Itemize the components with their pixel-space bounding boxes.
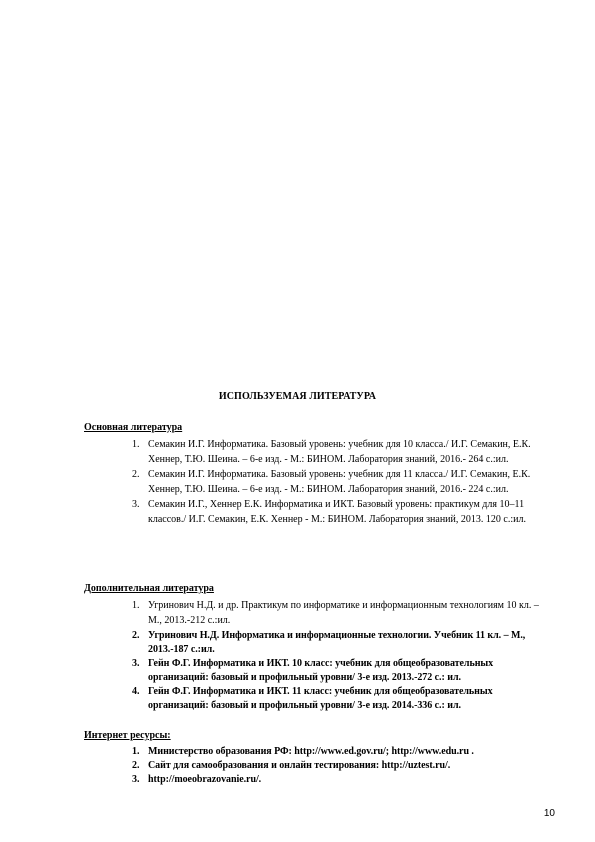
list-item-text: Семакин И.Г. Информатика. Базовый уровень: учебник для 10 класса./ И.Г. Семакин, Е.К. Хеннер, Т.Ю. Шеина. – 6-е изд. - М.: БИНОМ. Лаборатория знаний, 2016.- 264 с.:ил. [148, 439, 531, 465]
list-item-text: Гейн Ф.Г. Информатика и ИКТ. 11 класс: учебник для общеобразовательных организаций: базовый и профильный уровни/ 3-е изд. 2014.-336 с.: ил. [148, 686, 493, 711]
additional-literature-list [84, 598, 554, 628]
list-item: 2. Угринович Н.Д. Информатика и информационные технологии. Учебник 11 кл. – М., 2013.-187 с.:ил. [132, 630, 526, 655]
list-item-text: Семакин И.Г. Информатика. Базовый уровень: учебник для 11 класса./ И.Г. Семакин, Е.К. Хеннер, Т.Ю. Шеина. – 6-е изд. - М.: БИНОМ. Лаборатория знаний, 2016.- 224 с.:ил. [148, 469, 531, 495]
list-item-text: Сайт для самообразования и онлайн тестирования: http://uztest.ru/. [148, 760, 451, 771]
list-item: 2. Сайт для самообразования и онлайн тестирования: http://uztest.ru/. [132, 760, 451, 771]
list-item-text: Угринович Н.Д. Информатика и информационные технологии. Учебник 11 кл. – М., 2013.-187 с.:ил. [148, 630, 526, 655]
section-heading-internet: Интернет ресурсы: [84, 730, 171, 741]
section-heading-additional: Дополнительная литература [84, 583, 214, 594]
list-item: 3. http://moeobrazovanie.ru/. [132, 774, 262, 785]
list-item: 2. Семакин И.Г. Информатика. Базовый уровень: учебник для 11 класса./ И.Г. Семакин, Е.К. Хеннер, Т.Ю. Шеина. – 6-е изд. - М.: БИНОМ. Лаборатория знаний, 2016.- 224 с.:ил. [132, 469, 531, 495]
list-item: 3. Семакин И.Г., Хеннер Е.К. Информатика и ИКТ. Базовый уровень: практикум для 10–11 классов./ И.Г. Семакин, Е.К. Хеннер - М.: БИНОМ. Лаборатория знаний, 2013. 120 с.:ил. [132, 499, 526, 525]
list-item: 3. Гейн Ф.Г. Информатика и ИКТ. 10 класс: учебник для общеобразовательных организаций: базовый и профильный уровни/ 3-е изд. 2013.-272 с.: ил. [132, 658, 494, 683]
list-item: 1. Министерство образования РФ: http://www.ed.gov.ru/; http://www.edu.ru . [132, 746, 474, 757]
additional-literature-list-bold [84, 629, 554, 713]
list-item-text: Гейн Ф.Г. Информатика и ИКТ. 10 класс: учебник для общеобразовательных организаций: базовый и профильный уровни/ 3-е изд. 2013.-272 с.: ил. [148, 658, 494, 683]
list-item-text: Угринович Н.Д. и др. Практикум по информатике и информационным технологиям 10 кл. – М., 2013.-212 с.:ил. [148, 600, 539, 626]
page-title: ИСПОЛЬЗУЕМАЯ ЛИТЕРАТУРА [218, 391, 377, 402]
list-item: 4. Гейн Ф.Г. Информатика и ИКТ. 11 класс: учебник для общеобразовательных организаций: базовый и профильный уровни/ 3-е изд. 2014.-336 с.: ил. [132, 686, 493, 711]
internet-resources-list [84, 745, 554, 787]
main-literature-list [84, 437, 554, 527]
page-number: 10 [543, 808, 555, 819]
list-item: 1. Угринович Н.Д. и др. Практикум по информатике и информационным технологиям 10 кл. – М., 2013.-212 с.:ил. [132, 600, 539, 626]
section-heading-main: Основная литература [84, 422, 183, 433]
list-item-text: Семакин И.Г., Хеннер Е.К. Информатика и ИКТ. Базовый уровень: практикум для 10–11 классов./ И.Г. Семакин, Е.К. Хеннер - М.: БИНОМ. Лаборатория знаний, 2013. 120 с.:ил. [148, 499, 526, 525]
list-item-text: http://moeobrazovanie.ru/. [148, 774, 262, 785]
list-item-text: Министерство образования РФ: http://www.ed.gov.ru/; http://www.edu.ru . [148, 746, 474, 757]
list-item: 1. Семакин И.Г. Информатика. Базовый уровень: учебник для 10 класса./ И.Г. Семакин, Е.К. Хеннер, Т.Ю. Шеина. – 6-е изд. - М.: БИНОМ. Лаборатория знаний, 2016.- 264 с.:ил. [132, 439, 531, 465]
